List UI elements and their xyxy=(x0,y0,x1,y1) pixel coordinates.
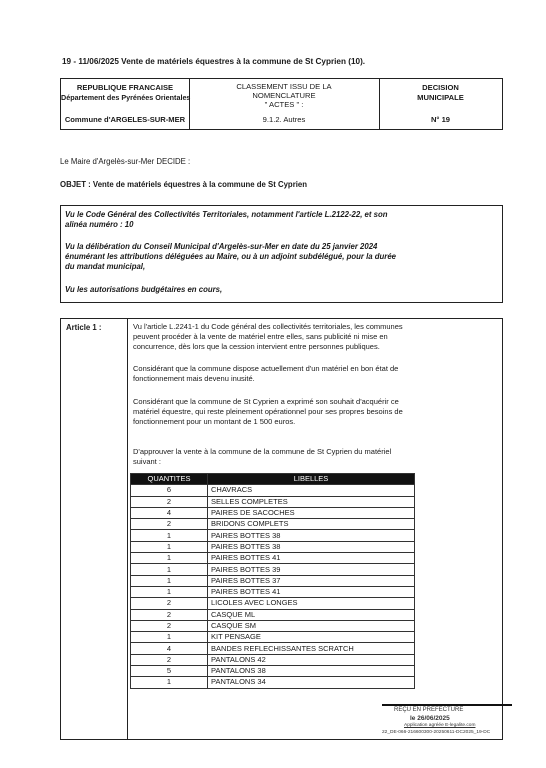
table-row xyxy=(131,586,415,597)
table-row xyxy=(131,485,415,496)
header-classement-1: CLASSEMENT ISSU DE LA xyxy=(236,82,332,91)
label-cell: BANDES REFLECHISSANTES SCRATCH xyxy=(208,643,415,654)
article-p4-line-1: D'approuver la vente à la commune de la commune de St Cyprien du matériel xyxy=(133,447,392,456)
article-paragraph-2 xyxy=(133,364,495,384)
label-cell: PAIRES BOTTES 41 xyxy=(208,553,415,564)
vu-deliberation-line-1: Vu la délibération du Conseil Municipal d'Argelès-sur-Mer en date du 25 janvier 2024 xyxy=(65,242,378,251)
quantity-cell: 1 xyxy=(131,530,208,541)
quantity-cell: 1 xyxy=(131,677,208,688)
materials-table xyxy=(130,473,415,689)
quantity-cell: 2 xyxy=(131,519,208,530)
article-p3-line-1: Considérant que la commune de St Cyprien a exprimé son souhait d'acquérir ce xyxy=(133,397,399,406)
header-col-republique xyxy=(61,79,190,129)
label-cell: PAIRES BOTTES 41 xyxy=(208,586,415,597)
prefecture-stamp xyxy=(382,704,520,738)
table-row xyxy=(131,541,415,552)
header-col-classement xyxy=(189,79,380,129)
article-paragraph-3 xyxy=(133,397,495,427)
table-row xyxy=(131,553,415,564)
stamp-top-bar xyxy=(382,704,512,706)
article-p2-line-1: Considérant que la commune dispose actuellement d'un matériel en bon état de xyxy=(133,364,399,373)
article-p2-line-2: fonctionnement mais devenu inusité. xyxy=(133,374,255,383)
quantity-cell: 4 xyxy=(131,507,208,518)
table-row xyxy=(131,530,415,541)
label-cell: CHAVRACS xyxy=(208,485,415,496)
label-cell: PAIRES DE SACOCHES xyxy=(208,507,415,518)
document-title: 19 - 11/06/2025 Vente de matériels équestres à la commune de St Cyprien (10). xyxy=(62,57,366,66)
quantity-cell: 2 xyxy=(131,598,208,609)
article-p3-line-3: fonctionnement pour un montant de 1 500 euros. xyxy=(133,417,296,426)
quantity-cell: 4 xyxy=(131,643,208,654)
vu-budget-line: Vu les autorisations budgétaires en cours, xyxy=(65,285,223,294)
quantity-cell: 1 xyxy=(131,564,208,575)
article-p4-line-2: suivant : xyxy=(133,457,161,466)
label-cell: BRIDONS COMPLETS xyxy=(208,519,415,530)
article-divider xyxy=(127,319,128,739)
header-quantites: QUANTITES xyxy=(131,474,208,485)
quantity-cell: 5 xyxy=(131,666,208,677)
stamp-received: REÇU EN PREFECTURE xyxy=(394,707,464,713)
header-classement-2: NOMENCLATURE xyxy=(252,91,316,100)
article-p1-line-3: concurrence, dès lors que la cession intervient entre personnes publiques. xyxy=(133,342,380,351)
label-cell: PAIRES BOTTES 38 xyxy=(208,530,415,541)
quantity-cell: 1 xyxy=(131,541,208,552)
vu-cgct-line-1: Vu le Code Général des Collectivités Territoriales, notamment l'article L.2122-22, et son xyxy=(65,210,388,219)
article-p3-line-2: matériel équestre, qui reste pleinement opérationnel pour ses propres besoins de xyxy=(133,407,403,416)
quantity-cell: 1 xyxy=(131,553,208,564)
article-p1-line-1: Vu l'article L.2241-1 du Code général des collectivités territoriales, les communes xyxy=(133,322,403,331)
header-republique: REPUBLIQUE FRANCAISE xyxy=(76,83,174,92)
label-cell: PANTALONS 34 xyxy=(208,677,415,688)
label-cell: CASQUE ML xyxy=(208,609,415,620)
objet-text: OBJET : Vente de matériels équestres à la commune de St Cyprien xyxy=(60,180,307,189)
label-cell: PAIRES BOTTES 39 xyxy=(208,564,415,575)
table-row xyxy=(131,666,415,677)
vu-box xyxy=(60,205,503,303)
header-decision-number: N° 19 xyxy=(430,115,451,124)
table-row xyxy=(131,677,415,688)
label-cell: PAIRES BOTTES 38 xyxy=(208,541,415,552)
table-row xyxy=(131,620,415,631)
article-label: Article 1 : xyxy=(66,323,102,332)
intro-text: Le Maire d'Argelès-sur-Mer DECIDE : xyxy=(60,157,191,166)
article-paragraph-1 xyxy=(133,322,495,352)
quantity-cell: 2 xyxy=(131,654,208,665)
label-cell: PANTALONS 38 xyxy=(208,666,415,677)
label-cell: PANTALONS 42 xyxy=(208,654,415,665)
stamp-date: le 26/06/2025 xyxy=(410,715,450,722)
table-row xyxy=(131,609,415,620)
label-cell: SELLES COMPLETES xyxy=(208,496,415,507)
table-row xyxy=(131,598,415,609)
quantity-cell: 2 xyxy=(131,620,208,631)
header-municipale: MUNICIPALE xyxy=(417,93,464,102)
header-classement-3: " ACTES " : xyxy=(264,100,304,109)
article-paragraph-4 xyxy=(133,447,495,467)
header-table xyxy=(60,78,503,130)
header-col-decision xyxy=(379,79,502,129)
table-row xyxy=(131,575,415,586)
materials-table-header xyxy=(131,474,415,485)
vu-deliberation-line-2: énumérant les attributions déléguées au Maire, ou à un adjoint subdélégué, pour la durée xyxy=(65,252,396,261)
label-cell: PAIRES BOTTES 37 xyxy=(208,575,415,586)
quantity-cell: 2 xyxy=(131,609,208,620)
article-p1-line-2: peuvent procéder à la vente de matériel entre elles, sans publicité ni mise en xyxy=(133,332,388,341)
quantity-cell: 1 xyxy=(131,632,208,643)
vu-cgct-line-2: alinéa numéro : 10 xyxy=(65,220,134,229)
quantity-cell: 2 xyxy=(131,496,208,507)
quantity-cell: 1 xyxy=(131,586,208,597)
label-cell: KIT PENSAGE xyxy=(208,632,415,643)
quantity-cell: 1 xyxy=(131,575,208,586)
table-row xyxy=(131,496,415,507)
table-row xyxy=(131,643,415,654)
header-departement: Département des Pyrénées Orientales xyxy=(61,93,191,102)
table-row xyxy=(131,507,415,518)
header-commune: Commune d'ARGELES-SUR-MER xyxy=(64,115,186,124)
table-row xyxy=(131,632,415,643)
header-classement-code: 9.1.2. Autres xyxy=(262,115,306,124)
table-row xyxy=(131,564,415,575)
label-cell: LICOLES AVEC LONGES xyxy=(208,598,415,609)
table-row xyxy=(131,654,415,665)
table-row xyxy=(131,519,415,530)
label-cell: CASQUE SM xyxy=(208,620,415,631)
header-decision: DECISION xyxy=(422,83,459,92)
quantity-cell: 6 xyxy=(131,485,208,496)
stamp-application: Application agréée E-legalite.com xyxy=(404,723,476,728)
vu-deliberation-line-3: du mandat municipal, xyxy=(65,262,146,271)
stamp-reference: 22_DE-066-216600300-20250611-DC2025_19-DC xyxy=(382,730,491,735)
header-libelles: LIBELLES xyxy=(208,474,415,485)
